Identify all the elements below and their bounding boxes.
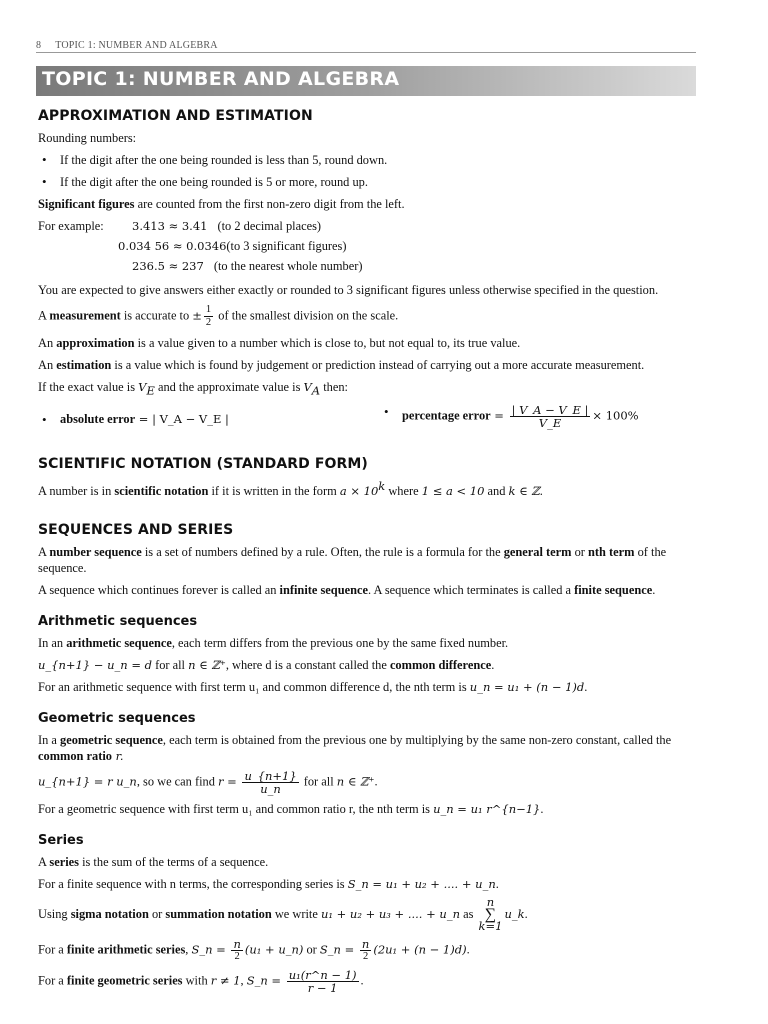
arithmetic-definition: In an arithmetic sequence, each term differs from the previous one by the same fixed number. — [38, 635, 509, 650]
number-sequence-paragraph: A number sequence is a set of numbers defined by a rule. Often, the rule is a formula for the general term or nth term of the sequence. — [38, 544, 667, 575]
error-formulas — [38, 404, 698, 438]
running-head-title: TOPIC 1: NUMBER AND ALGEBRA — [55, 40, 218, 51]
arithmetic-formula: u_{n+1} − u_n = d for all n ∈ ℤ⁺, where d is a constant called the common difference. — [38, 657, 495, 672]
geometric-series-paragraph: For a finite geometric series with r ≠ 1, S_n = $\frac{\text{u₁(r\textasciicircum{}n − 1)}}{r - 1}$ . — [38, 967, 364, 995]
arithmetic-series-paragraph: For a finite arithmetic series, S_n = $\frac{n}{2}$ (u₁ + u_n) or S_n = $\frac{n}{2}$ (2u₁ + (n − 1)d). — [38, 936, 470, 962]
term-significant-figures: Significant figures — [38, 197, 135, 211]
example-label: For example: — [38, 219, 104, 233]
topic-banner — [36, 66, 696, 96]
sigma-notation-paragraph: Using sigma notation or summation notation we write u₁ + u₂ + u₃ + .... + u_n as n ∑ k=1u_k. — [38, 894, 528, 933]
subheading-geometric: Geometric sequences — [38, 710, 196, 726]
page-content — [38, 108, 698, 1000]
approximation-paragraph: An approximation is a value given to a number which is close to, but not equal to, its true value. — [38, 336, 521, 350]
percentage-error-fraction: $\frac{| V\_A - V\_E |}{V\_E}$ — [511, 403, 589, 431]
topic-title: TOPIC 1: NUMBER AND ALGEBRA — [42, 68, 400, 90]
section-heading-sequences: SEQUENCES AND SERIES — [38, 521, 234, 538]
list-item: • If the digit after the one being rounded is less than 5, round down. — [38, 152, 698, 168]
sigma-symbol: n ∑ k=1 — [478, 894, 503, 933]
rounding-rules-list — [38, 152, 698, 190]
exact-value-paragraph: If the exact value is $V_E$ and the approximate value is $V_A$ then: — [38, 380, 348, 398]
n-over-2-fraction: $\frac{n}{2}$ — [233, 936, 241, 962]
example-row: 3.413 ≈ 3.41 (to 2 decimal places) — [132, 219, 322, 233]
section-heading-approximation: APPROXIMATION AND ESTIMATION — [38, 108, 313, 124]
common-ratio-fraction: $\frac{u\_\{n+1\}}{u\_n}$ — [244, 768, 297, 796]
example-row: 236.5 ≈ 237 (to the nearest whole number) — [132, 259, 363, 273]
infinite-sequence-paragraph: A sequence which continues forever is called an infinite sequence. A sequence which terminates is called a finite sequence. — [38, 582, 656, 597]
n-over-2-fraction: $\frac{n}{2}$ — [361, 936, 370, 962]
scientific-notation-paragraph: A number is in scientific notation if it is written in the form $a \times 10^k$ where 1 ≤ a < 10 and k ∈ ℤ. — [38, 479, 543, 499]
example-row: 0.034 56 ≈ 0.0346(to 3 significant figures) — [118, 239, 347, 253]
estimation-paragraph: An estimation is a value which is found by judgement or prediction instead of carrying out a more accurate measurement. — [38, 358, 645, 372]
subheading-arithmetic: Arithmetic sequences — [38, 613, 198, 629]
section-heading-scientific-notation: SCIENTIFIC NOTATION (STANDARD FORM) — [38, 456, 368, 473]
measurement-paragraph: A measurement is accurate to ± $\frac{1}{2}$ of the smallest division on the scale. — [38, 304, 399, 328]
subheading-series: Series — [38, 832, 84, 848]
geometric-nth-term: For a geometric sequence with first term u₁ and common ratio r, the nth term is u_n = u₁ r^{n−1}. — [38, 801, 544, 816]
geometric-definition: In a geometric sequence, each term is obtained from the previous one by multiplying by the same non-zero constant, called the common ratio r. — [38, 732, 672, 763]
running-head — [36, 40, 696, 53]
geometric-sum-fraction: $\frac{\text{u₁(r\textasciicircum{}n − 1)}}{r - 1}$ — [288, 967, 357, 995]
geometric-formula: u_{n+1} = r u_n, so we can find r = $\frac{u\_\{n+1\}}{u\_n}$ for all n ∈ ℤ⁺. — [38, 768, 378, 796]
percentage-error-item: • percentage error = $\frac{| V\_A - V\_E |}{V\_E}$ × 100% — [380, 404, 639, 429]
finite-series-paragraph: For a finite sequence with n terms, the corresponding series is S_n = u₁ + u₂ + .... + u_n. — [38, 876, 499, 891]
absolute-error-item: • absolute error = | V_A − V_E | — [38, 412, 229, 427]
sigfig-paragraph: Significant figures are counted from the first non-zero digit from the left. — [38, 197, 405, 211]
list-item: • If the digit after the one being rounded is 5 or more, round up. — [38, 174, 698, 190]
examples-block — [38, 218, 698, 278]
series-definition: A series is the sum of the terms of a sequence. — [38, 854, 269, 869]
expected-answers-paragraph: You are expected to give answers either exactly or rounded to 3 significant figures unless otherwise specified in the question. — [38, 283, 659, 297]
rounding-intro: Rounding numbers: — [38, 131, 137, 145]
page-number: 8 — [36, 40, 42, 51]
arithmetic-nth-term: For an arithmetic sequence with first term u₁ and common difference d, the nth term is u_n = u₁ + (n − 1)d. — [38, 679, 588, 694]
half-fraction: $\frac{1}{2}$ — [205, 304, 212, 328]
